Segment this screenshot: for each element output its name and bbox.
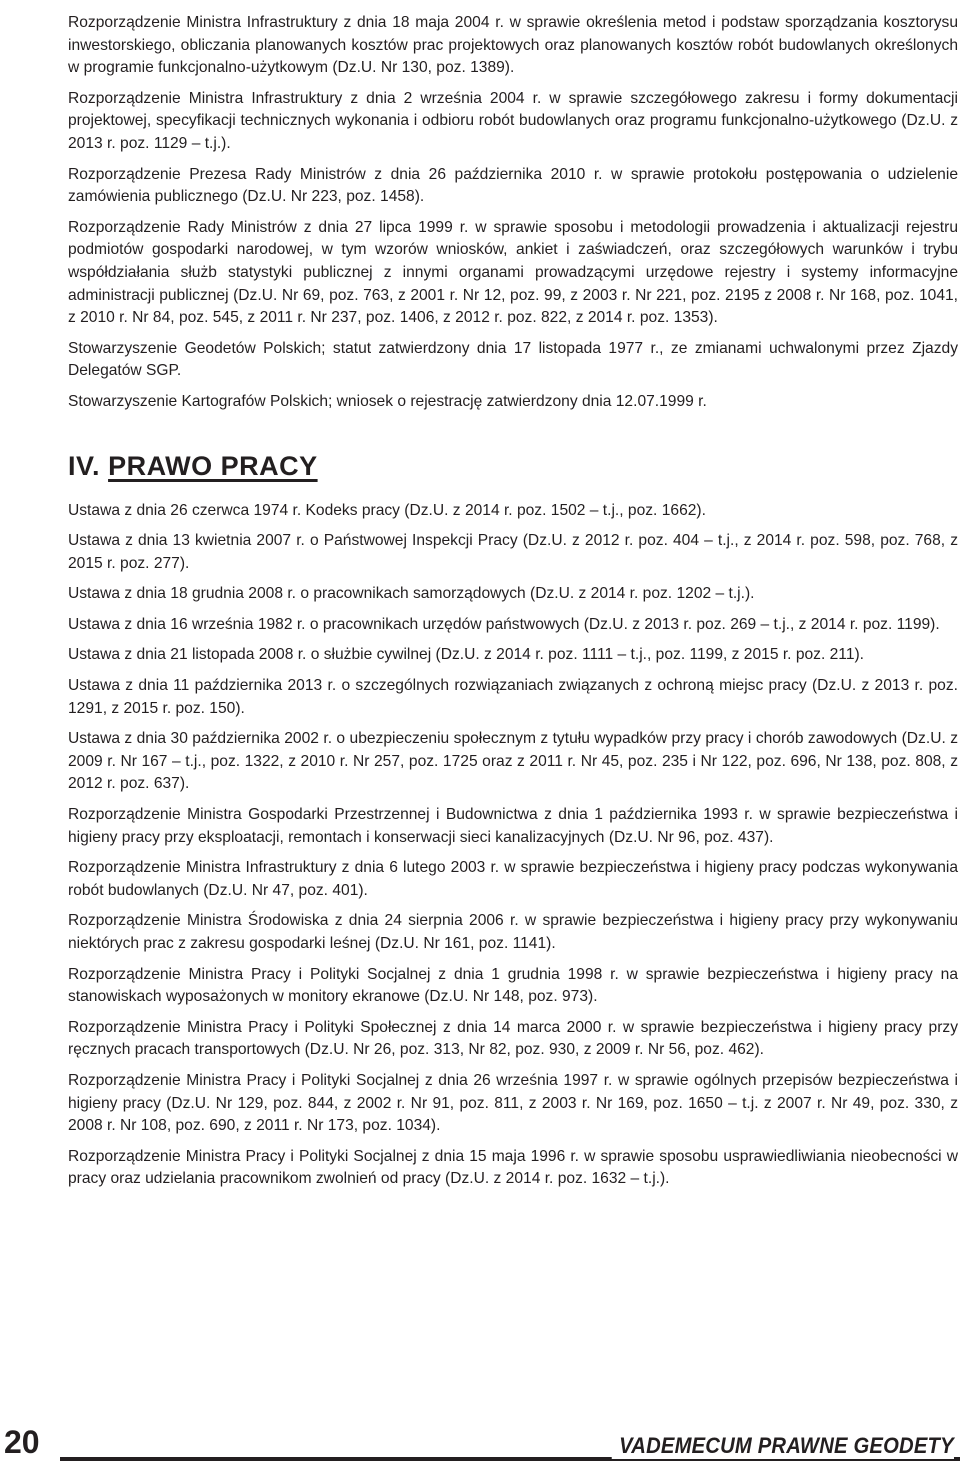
publication-title: VADEMECUM PRAWNE GEODETY bbox=[612, 1433, 954, 1459]
legal-reference: Ustawa z dnia 16 września 1982 r. o pracownikach urzędów państwowych (Dz.U. z 2013 r. poz. 269 – t.j., z 2014 r. poz. 1199). bbox=[68, 615, 940, 633]
page-number: 20 bbox=[4, 1424, 46, 1460]
legal-reference: Ustawa z dnia 21 listopada 2008 r. o służbie cywilnej (Dz.U. z 2014 r. poz. 1111 – t.j., poz. 1199, z 2015 r. poz. 211). bbox=[68, 646, 865, 664]
section-heading bbox=[68, 450, 958, 482]
legal-reference: Stowarzyszenie Kartografów Polskich; wniosek o rejestrację zatwierdzony dnia 12.07.1999 r. bbox=[68, 392, 707, 410]
legal-reference: Rozporządzenie Ministra Pracy i Polityki Socjalnej z dnia 15 maja 1996 r. w sprawie sposobu usprawiedliwiania nieobecności w pracy oraz udzielania pracownikom zwolnień od pracy (Dz.U. z 2014 r. poz. 1632 – t.j.). bbox=[68, 1147, 958, 1188]
page-footer bbox=[0, 1424, 960, 1465]
legal-reference: Ustawa z dnia 11 października 2013 r. o szczególnych rozwiązaniach związanych z ochroną miejsc pracy (Dz.U. z 2013 r. poz. 1291, z 2015 r. poz. 150). bbox=[68, 677, 958, 717]
section-number: IV. bbox=[68, 450, 101, 481]
legal-reference: Rozporządzenie Ministra Pracy i Polityki Społecznej z dnia 14 marca 2000 r. w sprawie bezpieczeństwa i higieny pracy przy ręcznych pracach transportowych (Dz.U. Nr 26, poz. 313, Nr 82, poz. 930, z 2009 r. Nr 56, poz. 462). bbox=[68, 1018, 958, 1059]
legal-reference: Stowarzyszenie Geodetów Polskich; statut zatwierdzony dnia 17 listopada 1977 r., ze zmianami uchwalonymi przez Zjazdy Delegatów SGP. bbox=[68, 339, 958, 380]
legal-reference: Rozporządzenie Ministra Gospodarki Przestrzennej i Budownictwa z dnia 1 października 1993 r. w sprawie bezpieczeństwa i higieny pracy przy eksploatacji, remontach i konserwacji sieci kanalizacyjnych (Dz.U. Nr 96, poz. 437). bbox=[68, 806, 958, 846]
legal-reference: Rozporządzenie Ministra Infrastruktury z dnia 18 maja 2004 r. w sprawie określenia metod i podstaw sporządzania kosztorysu inwestorskiego, obliczania planowanych kosztów prac projektowych oraz planowanych kosztów robót budowlanych określonych w programie funkcjonalno-użytkowym (Dz.U. Nr 130, poz. 1389). bbox=[68, 14, 958, 77]
legal-reference: Ustawa z dnia 26 czerwca 1974 r. Kodeks pracy (Dz.U. z 2014 r. poz. 1502 – t.j., poz. 1662). bbox=[68, 501, 706, 519]
page-content bbox=[68, 12, 958, 1199]
legal-reference: Rozporządzenie Ministra Pracy i Polityki Socjalnej z dnia 26 września 1997 r. w sprawie ogólnych przepisów bezpieczeństwa i higieny pracy (Dz.U. Nr 129, poz. 844, z 2002 r. Nr 91, poz. 811, z 2003 r. Nr 169, poz. 1650 – t.j. z 2007 r. Nr 49, poz. 330, z 2008 r. Nr 108, poz. 690, z 2011 r. Nr 173, poz. 1034). bbox=[68, 1071, 958, 1135]
legal-reference: Rozporządzenie Ministra Pracy i Polityki Socjalnej z dnia 1 grudnia 1998 r. w sprawie bezpieczeństwa i higieny pracy na stanowiskach wyposażonych w monitory ekranowe (Dz.U. Nr 148, poz. 973). bbox=[68, 965, 958, 1006]
section-title: PRAWO PRACY bbox=[108, 450, 318, 481]
legal-reference: Rozporządzenie Ministra Infrastruktury z dnia 2 września 2004 r. w sprawie szczegółowego zakresu i formy dokumentacji projektowej, specyfikacji technicznych wykonania i odbioru robót budowlanych oraz programu funkcjonalno-użytkowego (Dz.U. z 2013 r. poz. 1129 – t.j.). bbox=[68, 89, 958, 152]
legal-reference: Ustawa z dnia 30 października 2002 r. o ubezpieczeniu społecznym z tytułu wypadków przy pracy i chorób zawodowych (Dz.U. z 2009 r. Nr 167 – t.j., poz. 1322, z 2010 r. Nr 257, poz. 1725 oraz z 2011 r. Nr 45, poz. 235 i Nr 122, poz. 696, Nr 138, poz. 808, z 2012 r. poz. 637). bbox=[68, 730, 958, 793]
legal-reference: Rozporządzenie Prezesa Rady Ministrów z dnia 26 października 2010 r. w sprawie protokołu postępowania o udzielenie zamówienia publicznego (Dz.U. Nr 223, poz. 1458). bbox=[68, 165, 958, 206]
legal-reference: Rozporządzenie Rady Ministrów z dnia 27 lipca 1999 r. w sprawie sposobu i metodologii prowadzenia i aktualizacji rejestru podmiotów gospodarki narodowej, w tym wzorów wniosków, ankiet i zaświadczeń, oraz szczegółowych warunków i trybu współdziałania służb statystyki publicznej z innymi organami prowadzącymi urzędowe rejestry i systemy informacyjne administracji publicznej (Dz.U. Nr 69, poz. 763, z 2001 r. Nr 12, poz. 99, z 2003 r. Nr 221, poz. 2195 z 2008 r. Nr 168, poz. 1041, z 2010 r. Nr 84, poz. 545, z 2011 r. Nr 237, poz. 1406, z 2012 r. poz. 822, z 2014 r. poz. 1353). bbox=[68, 218, 958, 327]
legal-reference: Ustawa z dnia 18 grudnia 2008 r. o pracownikach samorządowych (Dz.U. z 2014 r. poz. 1202 – t.j.). bbox=[68, 585, 755, 603]
legal-reference: Ustawa z dnia 13 kwietnia 2007 r. o Państwowej Inspekcji Pracy (Dz.U. z 2012 r. poz. 404 – t.j., z 2014 r. poz. 598, poz. 768, z 2015 r. poz. 277). bbox=[68, 532, 958, 572]
legal-reference: Rozporządzenie Ministra Środowiska z dnia 24 sierpnia 2006 r. w sprawie bezpieczeństwa i higieny pracy przy wykonywaniu niektórych prac z zakresu gospodarki leśnej (Dz.U. Nr 161, poz. 1141). bbox=[68, 912, 958, 952]
legal-reference: Rozporządzenie Ministra Infrastruktury z dnia 6 lutego 2003 r. w sprawie bezpieczeństwa i higieny pracy podczas wykonywania robót budowlanych (Dz.U. Nr 47, poz. 401). bbox=[68, 859, 958, 899]
